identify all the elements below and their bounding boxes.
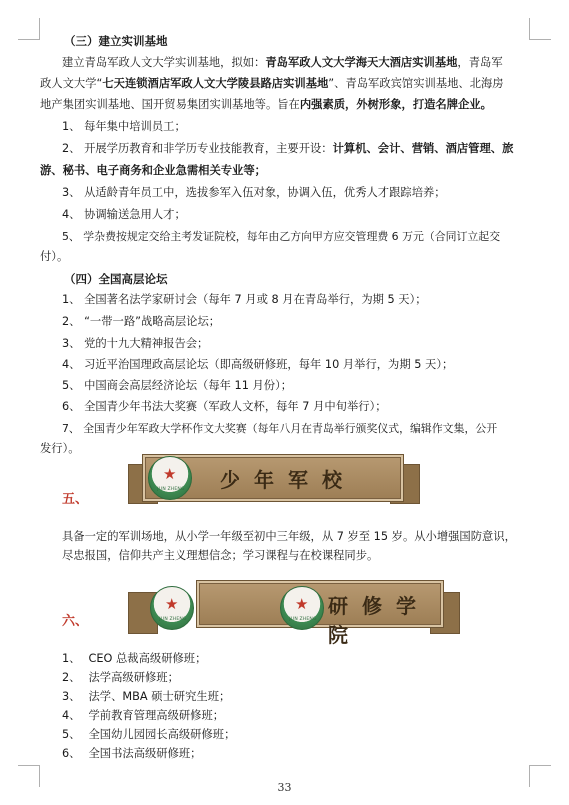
text: 地产集团实训基地、国开贸易集团实训基地等。旨在 [40, 98, 300, 111]
list-number: 2、 [62, 671, 81, 684]
emphasis-text: 青岛军政人文大学海天大酒店实训基地 [265, 56, 458, 69]
section-3-paragraph-line-2 [40, 75, 504, 93]
school-emblem-right-icon [280, 586, 324, 630]
emphasis-text: 计算机、会计、营销、酒店管理、旅 [332, 142, 514, 155]
section-3-item-5: 5、 学杂费按规定交给主考发证院校，每年由乙方向甲方应交管理费 6 万元（合同订立起交 [62, 230, 501, 243]
section-4-item-2: 2、 “一带一路”战略高层论坛； [62, 315, 221, 328]
shaonian-junxiao-banner [128, 450, 418, 510]
section-5-paragraph-line-1: 具备一定的军训场地，从小学一年级至初中三年级，从 7 岁至 15 岁。从小增强国防意识， [62, 530, 516, 543]
school-emblem-left-icon [150, 586, 194, 630]
section-4-item-7-continued: 发行）。 [40, 442, 80, 455]
section-5-paragraph-line-2: 尽忠报国，信仰共产主义理想信念；学习课程与在校课程同步。 [62, 549, 379, 562]
section-6-item-1 [62, 650, 206, 668]
emphasis-text: 内强素质，外树形象，打造名牌企业。 [299, 98, 492, 111]
list-number: 3、 [62, 690, 81, 703]
list-text: 法学、MBA 硕士研究生班； [88, 690, 231, 703]
list-number: 5、 [62, 728, 81, 741]
section-3-item-2-continued: 游、秘书、电子商务和企业急需相关专业等； [40, 164, 266, 177]
section-4-item-3: 3、 党的十九大精神报告会； [62, 337, 209, 350]
section-5-label: 五、 [62, 492, 89, 507]
section-3-heading: （三）建立实训基地 [64, 34, 168, 48]
school-emblem-icon [148, 456, 192, 500]
emblem-text: JUN ZHENG [159, 617, 187, 622]
section-6-item-3 [62, 688, 230, 706]
list-text: 法学高级研修班； [88, 671, 179, 684]
list-text: 学前教育管理高级研修班； [88, 709, 225, 722]
yanxiu-xueyuan-banner [128, 576, 460, 647]
text: 建立青岛军政人文大学实训基地，拟如： [62, 56, 266, 69]
list-number: 4、 [62, 709, 81, 722]
list-text: 全国书法高级研修班； [88, 747, 202, 760]
emblem-text: JUN ZHENG [289, 617, 317, 622]
banner-title: 少年军校 [220, 468, 356, 492]
section-6-item-4 [62, 707, 224, 725]
banner-title: 研修学院 [328, 594, 430, 647]
section-3-item-3: 3、 从适龄青年员工中，选拔参军入伍对象，协调入伍，优秀人才跟踪培养； [62, 186, 446, 199]
section-4-item-4: 4、 习近平治国理政高层论坛（即高级研修班，每年 10 月举行，为期 5 天）； [62, 358, 454, 371]
section-3-item-5-continued: 付）。 [40, 250, 69, 263]
list-text: 全国幼儿园园长高级研修班； [88, 728, 236, 741]
section-6-item-5 [62, 726, 235, 744]
text: ，青岛军 [457, 56, 503, 69]
section-6-label: 六、 [62, 614, 89, 629]
red-star-icon: ★ [163, 465, 177, 483]
section-3-item-4: 4、 协调输送急用人才； [62, 208, 186, 221]
section-4-item-1: 1、 全国著名法学家研讨会（每年 7 月或 8 月在青岛举行，为期 5 天）； [62, 293, 427, 306]
section-3-paragraph-line-3 [40, 96, 492, 114]
emblem-text: JUN ZHENG [157, 487, 185, 492]
section-3-item-1: 1、 每年集中培训员工； [62, 120, 186, 133]
section-3-paragraph-line-1 [62, 54, 503, 72]
section-4-heading: （四）全国高层论坛 [64, 272, 168, 286]
section-4-item-7: 7、 全国青少年军政大学杯作文大奖赛（每年八月在青岛举行颁奖仪式，编辑作文集，公开 [62, 422, 498, 435]
section-6-item-2 [62, 669, 179, 687]
crop-mark-top-right [529, 18, 551, 40]
list-text: CEO 总裁高级研修班； [88, 652, 207, 665]
red-star-icon: ★ [165, 595, 179, 613]
emphasis-text: 七天连锁酒店军政人文大学陵县路店实训基地 [102, 77, 329, 90]
crop-mark-top-left [18, 18, 40, 40]
text: ”、青岛军政宾馆实训基地、北海房 [328, 77, 504, 90]
section-4-item-6: 6、 全国青少年书法大奖赛（军政人文杯，每年 7 月中旬举行）； [62, 400, 387, 413]
text: 2、 开展学历教育和非学历专业技能教育，主要开设： [62, 142, 333, 155]
section-3-item-2 [62, 140, 513, 158]
list-number: 6、 [62, 747, 81, 760]
section-6-item-6 [62, 745, 201, 763]
section-4-item-5: 5、 中国商会高层经济论坛（每年 11 月份）； [62, 379, 293, 392]
page-number: 33 [277, 781, 292, 794]
list-number: 1、 [62, 652, 81, 665]
text: 政人文大学“ [40, 77, 103, 90]
red-star-icon: ★ [295, 595, 309, 613]
